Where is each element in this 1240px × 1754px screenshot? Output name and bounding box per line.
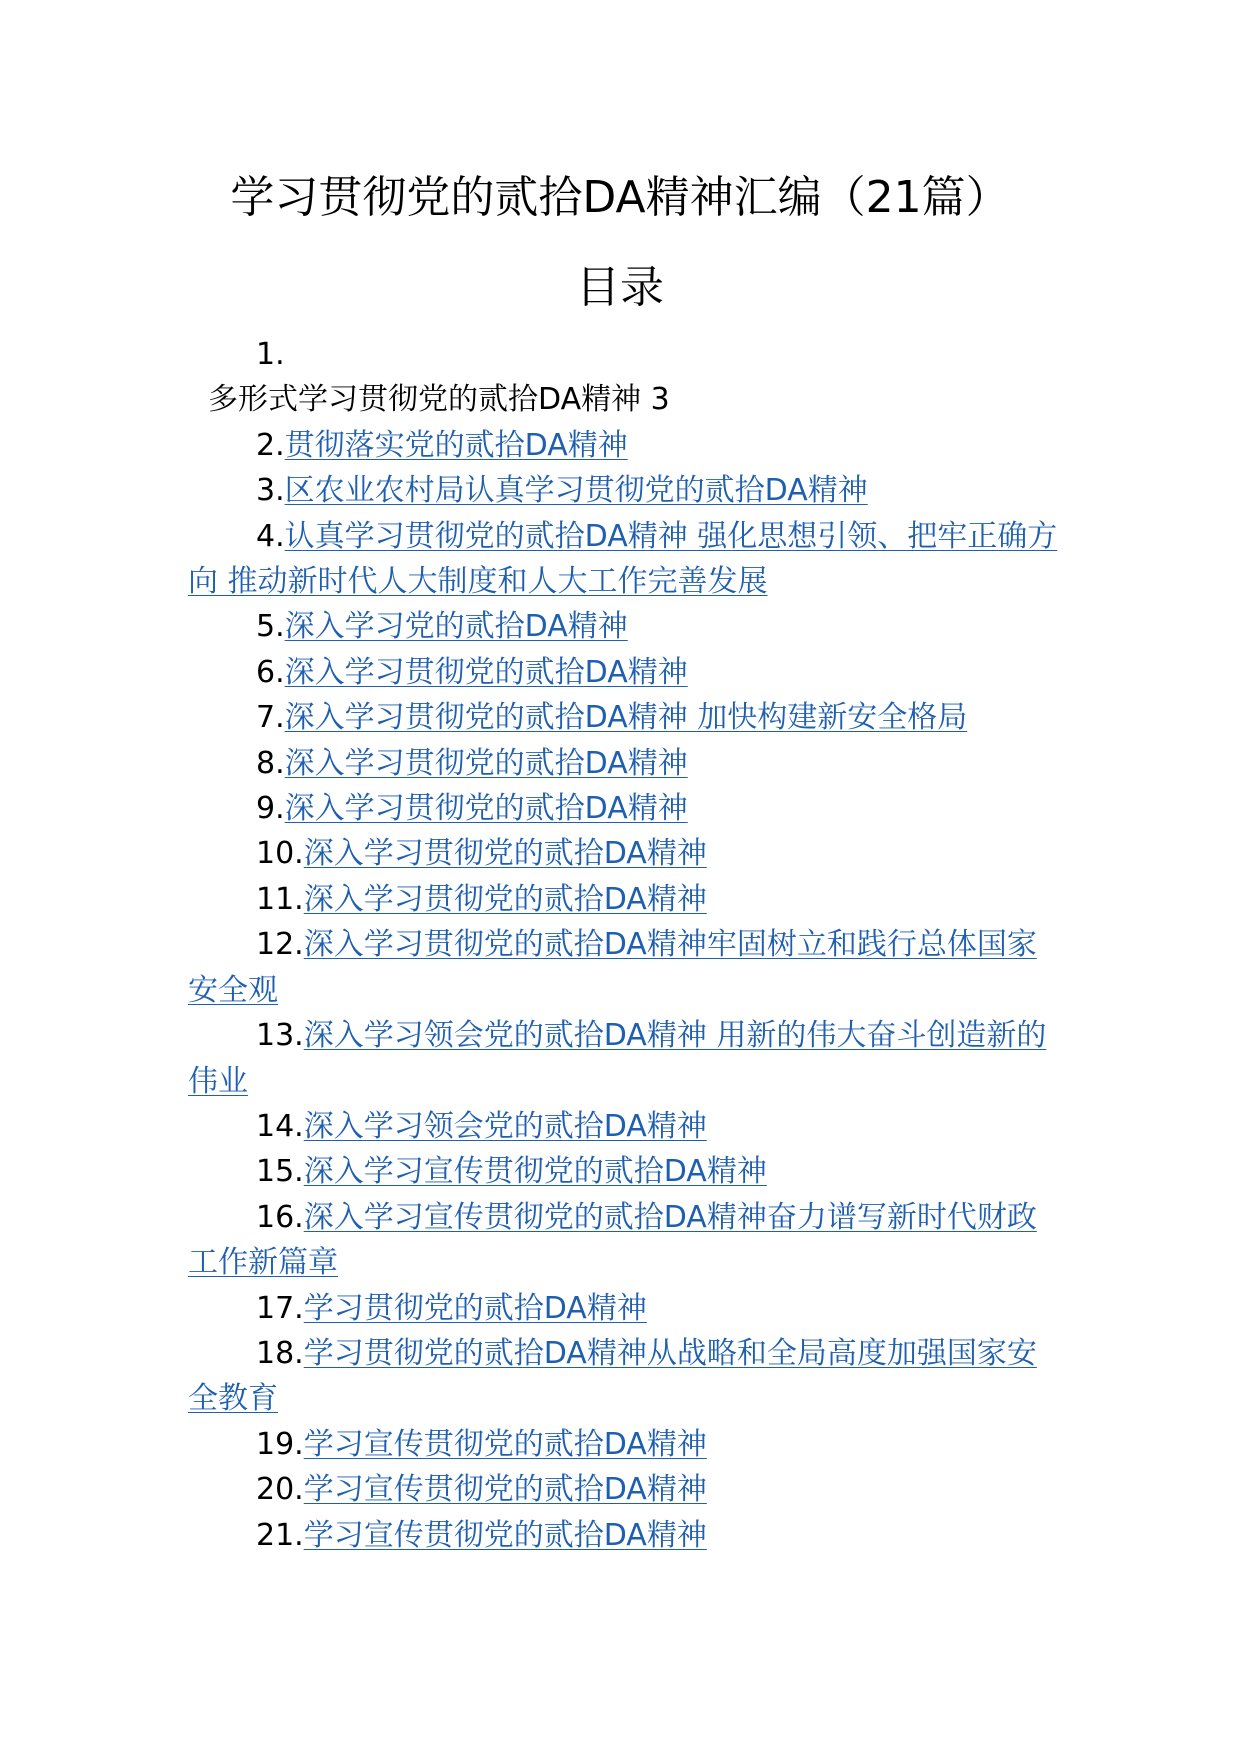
toc-item-link[interactable]: 深入学习党的贰拾DA精神: [284, 609, 628, 645]
toc-item-link[interactable]: 深入学习贯彻党的贰拾DA精神: [303, 836, 707, 872]
toc-item-link[interactable]: 认真学习贯彻党的贰拾DA精神 强化思想引领、把牢正确方向 推动新时代人大制度和人大工作完善发展: [188, 518, 1058, 600]
toc-item-number: 7.: [256, 700, 285, 736]
toc-item[interactable]: [188, 922, 1060, 1013]
toc-item-label: 多形式学习贯彻党的贰拾DA精神 3: [208, 382, 670, 418]
toc-item[interactable]: [188, 514, 1060, 605]
toc-item[interactable]: [188, 1422, 1060, 1467]
toc-item[interactable]: [188, 786, 1060, 831]
toc-item-number: 6.: [256, 654, 285, 690]
toc-item-link[interactable]: 深入学习贯彻党的贰拾DA精神: [284, 745, 688, 781]
toc-item-number: 15.: [256, 1154, 304, 1190]
toc-item[interactable]: [188, 650, 1060, 695]
toc-item[interactable]: [188, 741, 1060, 786]
toc-item-number: 16.: [256, 1199, 304, 1235]
toc-item-number: 13.: [256, 1018, 304, 1054]
toc-item-link[interactable]: 深入学习贯彻党的贰拾DA精神牢固树立和践行总体国家安全观: [188, 927, 1037, 1008]
toc-item[interactable]: [188, 1513, 1060, 1558]
toc-item-link[interactable]: 深入学习贯彻党的贰拾DA精神: [303, 881, 707, 917]
toc-item[interactable]: [188, 1331, 1060, 1422]
toc-item-number: 20.: [256, 1472, 304, 1508]
toc-item[interactable]: [188, 831, 1060, 876]
toc-item[interactable]: [188, 1286, 1060, 1331]
toc-item-link[interactable]: 区农业农村局认真学习贯彻党的贰拾DA精神: [284, 473, 868, 509]
toc-item-link[interactable]: 学习宣传贯彻党的贰拾DA精神: [303, 1517, 707, 1553]
document-title: 学习贯彻党的贰拾DA精神汇编（21篇）: [230, 172, 1010, 223]
toc-item-link[interactable]: 深入学习领会党的贰拾DA精神: [303, 1108, 707, 1144]
toc-item-link[interactable]: 学习宣传贯彻党的贰拾DA精神: [303, 1472, 707, 1508]
table-of-contents: [188, 332, 1060, 1558]
toc-item-link[interactable]: 深入学习领会党的贰拾DA精神 用新的伟大奋斗创造新的伟业: [188, 1018, 1047, 1099]
toc-item[interactable]: [188, 1104, 1060, 1149]
toc-item-link[interactable]: 学习贯彻党的贰拾DA精神: [303, 1290, 647, 1326]
toc-item-link[interactable]: 贯彻落实党的贰拾DA精神: [284, 427, 628, 463]
toc-item-number: 9.: [256, 791, 285, 827]
toc-item[interactable]: [188, 1195, 1060, 1286]
toc-item-number: 11.: [256, 881, 304, 917]
toc-item[interactable]: [188, 695, 1060, 740]
toc-item[interactable]: [188, 1467, 1060, 1512]
toc-item-number: 19.: [256, 1426, 304, 1462]
toc-item-number: 1.: [256, 337, 285, 372]
toc-item-number: 21.: [256, 1517, 304, 1553]
toc-heading: 目录: [576, 262, 664, 313]
toc-item[interactable]: [188, 604, 1060, 649]
toc-item[interactable]: [188, 468, 1060, 513]
toc-item-number: 18.: [256, 1335, 304, 1371]
toc-item-link[interactable]: 深入学习贯彻党的贰拾DA精神: [284, 654, 688, 690]
toc-item-number: 5.: [256, 609, 285, 645]
toc-item-link[interactable]: 学习宣传贯彻党的贰拾DA精神: [303, 1426, 707, 1462]
toc-item-number: 8.: [256, 745, 285, 781]
toc-item-link[interactable]: 深入学习宣传贯彻党的贰拾DA精神奋力谱写新时代财政工作新篇章: [188, 1199, 1037, 1281]
toc-item-link[interactable]: 深入学习宣传贯彻党的贰拾DA精神: [303, 1154, 767, 1190]
toc-item-number: 2.: [256, 427, 285, 463]
toc-item[interactable]: [188, 877, 1060, 922]
toc-item[interactable]: [188, 1149, 1060, 1194]
toc-item-number: 3.: [256, 473, 285, 509]
toc-item-number: 12.: [256, 927, 304, 963]
toc-item-link[interactable]: 深入学习贯彻党的贰拾DA精神: [284, 791, 688, 827]
toc-item[interactable]: [188, 1013, 1060, 1104]
toc-item-link[interactable]: 学习贯彻党的贰拾DA精神从战略和全局高度加强国家安全教育: [188, 1335, 1037, 1417]
toc-item-number: 10.: [256, 836, 304, 872]
toc-item-number: 17.: [256, 1290, 304, 1326]
toc-item-link[interactable]: 深入学习贯彻党的贰拾DA精神 加快构建新安全格局: [284, 700, 968, 736]
toc-item: [188, 332, 1060, 423]
toc-item[interactable]: [188, 423, 1060, 468]
toc-item-number: 4.: [256, 518, 285, 554]
toc-item-number: 14.: [256, 1108, 304, 1144]
